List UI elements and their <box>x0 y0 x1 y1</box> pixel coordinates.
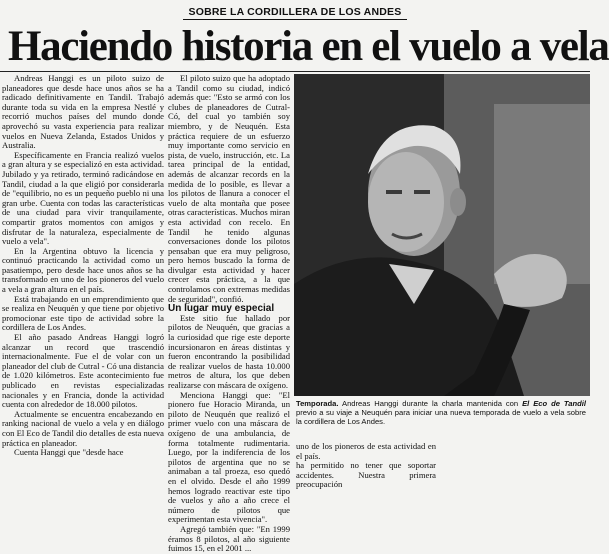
paragraph: Cuenta Hanggi que "desde hace <box>14 447 124 458</box>
headline-rule <box>0 71 590 72</box>
caption-text: previo a su viaje a Neuquén para iniciar una nueva temporada de vuelo a vela sobre la cordillera de Los Andes. <box>296 408 586 426</box>
paragraph: ha permitido no tener que soportar accidentes. Nuestra primera preocupación <box>296 460 436 490</box>
paragraph: Este sitio fue hallado por pilotos de Neuquén, que gracias a la curiosidad que rige este deporte incursionaron en áreas distintas y fueron encontrando la posibilidad de realizar vuelos de hasta 10.000 metros de altura, los que deben realizarse con máscara de oxígeno. <box>168 312 290 390</box>
caption-paper-name: El Eco de Tandil <box>522 399 586 408</box>
paragraph: Específicamente en Francia realizó vuelos a gran altura y se especializó en esta actividad. Jubilado y ya retirado, terminó radicándose en Tandil, ciudad a la que eligió por considerarla de "equilibrio, no es un pequeño pueblo ni una gran urbe. Cuenta con todas las características de una ciudad para vivir tranquilamente, compartir gratos momentos con amigos y disfrutar de la naturaleza, especialmente de vuelo a vela". <box>2 149 164 247</box>
photo-caption <box>296 399 586 426</box>
article-headline: Haciendo historia en el vuelo a vela <box>8 23 609 70</box>
paragraph: El piloto suizo que ha adoptado a Tandil como su ciudad, indicó además que: "Esto se armó con los clubes de planeadores de Cutral-Có, del cual yo también soy miembro, y de Neuquén. Esta práctica requiere de un esfuerzo muy importante como servicio en pista, de vuelo, instrucción, etc. La tarea principal de la entidad, además de alcanzar records en la medida de lo posible, es llevar a los pilotos de llanura a conocer el vuelo de alta montaña que posee otras características. Muchos miran esta actividad con recelo. En Tandil he tenido algunas conversaciones donde los pilotos pensaban que era muy peligroso, pero hemos buscado la forma de divulgar esta actividad y hacer crecer esta práctica, a la que controlamos con extremas medidas de seguridad", confió. <box>168 73 290 304</box>
paragraph: El año pasado Andreas Hanggi logró alcanzar un record que trascendió internacionalmente. Fue el de volar con un planeador del club de Cutral - Có una distancia de 1.020 kilómetros. Este acontecimiento fue publicado en revistas especializadas nacionales y en Francia, donde la actividad cuenta con alrededor de 18.000 pilotos. <box>2 332 164 410</box>
paragraph: Está trabajando en un emprendimiento que se realiza en Neuquén y que tiene por objetivo promocionar este tipo de actividad sobre la cordillera de Los Andes. <box>2 293 164 333</box>
paragraph: Agregó también que: "En 1999 éramos 8 pilotos, al año siguiente fuimos 15, en el 2001 ... <box>168 523 290 554</box>
article-column-1 <box>2 73 164 458</box>
paragraph: Actualmente se encuentra encabezando en ranking nacional de vuelo a vela y en diálogo con El Eco de Tandil dio detalles de esta nueva práctica en planeador. <box>2 408 164 448</box>
paragraph: Andreas Hanggi es un piloto suizo de planeadores que desde hace unos años se ha radicado definitivamente en Tandil. Trabajó durante toda su vida en la empresa Nestlé y recorrió muchos países del mundo donde aprovechó su vasta experiencia para realizar vuelos en Nueva Zelanda, Estados Unidos y Australia. <box>2 73 164 151</box>
paragraph: uno de los pioneros de esta actividad en el país. <box>296 441 436 461</box>
caption-text: Andreas Hanggi durante la charla mantenida con <box>338 399 523 408</box>
section-subhead: Un lugar muy especial <box>168 303 275 315</box>
paragraph: Menciona Hanggi que: "El pionero fue Horacio Miranda, un piloto de Neuquén que realizó el primer vuelo con una máscara de oxígeno de una ambulancia, de forma totalmente rudimentaria. Luego, por la indiferencia de los pilotos de argentina que no se animaban a tal proeza, eso quedó en el olvido. Desde el año 1999 hemos logrado reactivar este tipo de vuelos y año a año crece el número de pilotos que experimentan esta vivencia". <box>168 389 290 525</box>
article-column-2 <box>168 73 290 554</box>
caption-label: Temporada. <box>296 399 339 408</box>
paragraph: En la Argentina obtuvo la licencia y continuó practicando la actividad como un pasatiempo, pero desde hace unos años se ha transformado en uno de los pioneros del vuelo a vela a gran altura en el país. <box>2 245 164 295</box>
article-column-3 <box>296 441 590 490</box>
section-kicker: SOBRE LA CORDILLERA DE LOS ANDES <box>0 6 590 18</box>
portrait-illustration <box>294 74 590 396</box>
article-photo <box>294 74 590 396</box>
